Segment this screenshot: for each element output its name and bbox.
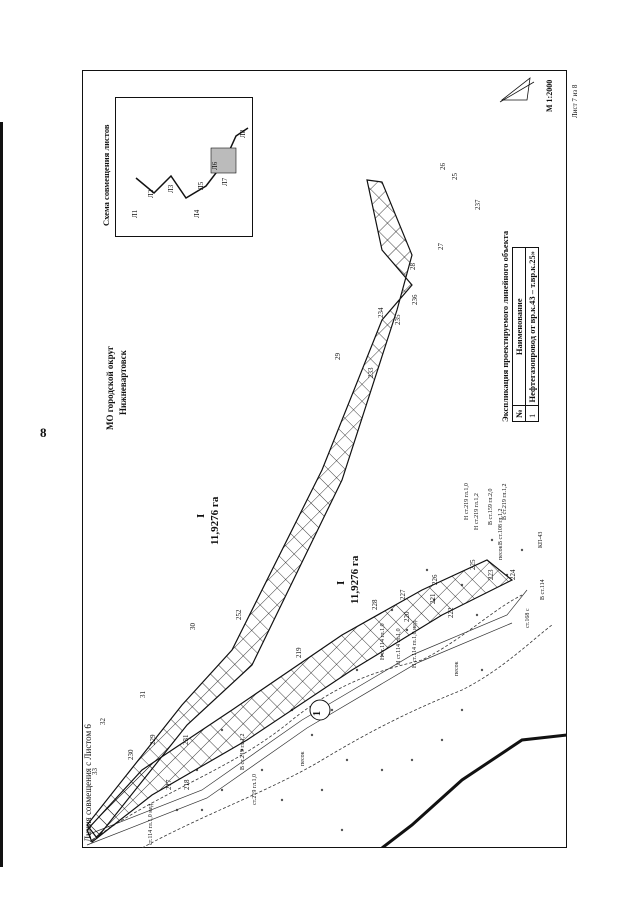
- point-label: 218: [183, 779, 191, 790]
- legend-header-num: №: [513, 406, 526, 422]
- point-label: 235: [394, 314, 402, 325]
- point-label: 224: [509, 569, 517, 580]
- sheet-label: Лист 7 из 8: [571, 84, 579, 118]
- index-sheet-8: Л8: [239, 129, 247, 138]
- feature-label: В ст.219 гл.1,2: [502, 483, 508, 520]
- feature-label: В ст.108 гл.1,2: [498, 508, 504, 545]
- feature-label: Н ст.219 гл.1,2: [474, 493, 480, 530]
- point-label: 25: [451, 173, 459, 180]
- legend-title: Экспликация проектируемого линейного объекта: [500, 230, 510, 422]
- point-label: 27: [437, 243, 445, 250]
- point-label: 234: [377, 307, 385, 318]
- index-sheet-5: Л5: [197, 181, 205, 190]
- feature-label: КП-43: [538, 531, 544, 548]
- index-sheet-4: Л4: [193, 209, 201, 218]
- corridor-upper: [87, 177, 412, 838]
- point-label: 221: [429, 593, 437, 604]
- point-label: 217: [165, 779, 173, 790]
- point-label: 236: [411, 294, 419, 305]
- index-sheet-6: Л6: [211, 161, 219, 170]
- feature-label: Н ст.114 гл.1,0 нед.: [412, 619, 418, 668]
- area-value-1: 11,9276 га: [209, 496, 221, 545]
- feature-label: песок: [454, 661, 460, 676]
- point-label: 29: [334, 353, 342, 360]
- feature-label: ст.219 гл.1,0: [252, 774, 258, 805]
- point-label: 32: [99, 718, 107, 725]
- point-label: 225: [469, 559, 477, 570]
- point-label: 33: [91, 768, 99, 775]
- corridor-lower: [87, 560, 512, 842]
- point-label: 220: [403, 611, 411, 622]
- feature-label: Н ст.114 гл.1,0: [396, 628, 402, 665]
- object-marker-number: 1: [312, 711, 323, 716]
- point-label: 228: [371, 599, 379, 610]
- north-arrow: [500, 78, 534, 102]
- index-sheet-1: Л1: [131, 209, 139, 218]
- point-label: 233: [367, 367, 375, 378]
- area-number-1: I: [195, 513, 207, 518]
- feature-label: ст.168 с: [525, 608, 531, 628]
- point-label: 31: [139, 691, 147, 698]
- point-label: 237: [474, 199, 482, 210]
- municipality-line-1: МО городской округ: [105, 345, 115, 430]
- point-label: 26: [439, 163, 447, 170]
- feature-label: Н ст.114 гл.1,0: [380, 623, 386, 660]
- feature-label: песок: [300, 751, 306, 766]
- object-marker-circle: [310, 700, 330, 720]
- index-map-title: Схема совмещения листов: [101, 124, 111, 226]
- legend-header-name: Наименование: [513, 248, 526, 406]
- scale-label: М 1:2000: [545, 79, 554, 112]
- point-label: 219: [295, 647, 303, 658]
- feature-label: В ст.219 гл.1,2: [240, 733, 246, 770]
- legend: [500, 222, 560, 422]
- index-sheet-7: Л7: [221, 177, 229, 186]
- point-label: 229: [149, 734, 157, 745]
- feature-label: ст.114 гл.1,0 нед.: [148, 802, 154, 845]
- shoreline: [382, 735, 567, 848]
- point-label: 28: [409, 263, 417, 270]
- page-number: 8: [40, 425, 47, 440]
- municipality-line-2: Нижневартовск: [118, 350, 128, 415]
- point-label: 223: [487, 569, 495, 580]
- legend-table: [512, 247, 539, 422]
- area-value-2: 11,9276 га: [349, 555, 361, 604]
- area-number-2: I: [335, 580, 347, 585]
- feature-label: В ст.159 гл.2,0: [488, 488, 494, 525]
- feature-label: В ст.114: [540, 579, 546, 600]
- terrain-contours: [92, 595, 552, 848]
- feature-label: песок: [498, 545, 504, 560]
- index-sheet-3: Л3: [167, 184, 175, 193]
- legend-row-num: 1: [526, 406, 539, 422]
- legend-row-name: Нефтегазопровод от вр.к.43 – т.вр.к.25»: [526, 248, 539, 406]
- point-label: 230: [127, 749, 135, 760]
- binding-edge-line: [0, 122, 3, 867]
- point-label: 222: [447, 607, 455, 618]
- index-sheet-2: Л2: [147, 189, 155, 198]
- point-label: 226: [431, 574, 439, 585]
- point-label: 252: [235, 609, 243, 620]
- match-line-label: Линия совмещения с Листом 6: [83, 724, 93, 842]
- point-label: 30: [189, 623, 197, 630]
- feature-label: Н ст.219 гл.1,0: [464, 483, 470, 520]
- index-map: [101, 97, 253, 237]
- point-label: 231: [182, 734, 190, 745]
- point-label: 227: [399, 589, 407, 600]
